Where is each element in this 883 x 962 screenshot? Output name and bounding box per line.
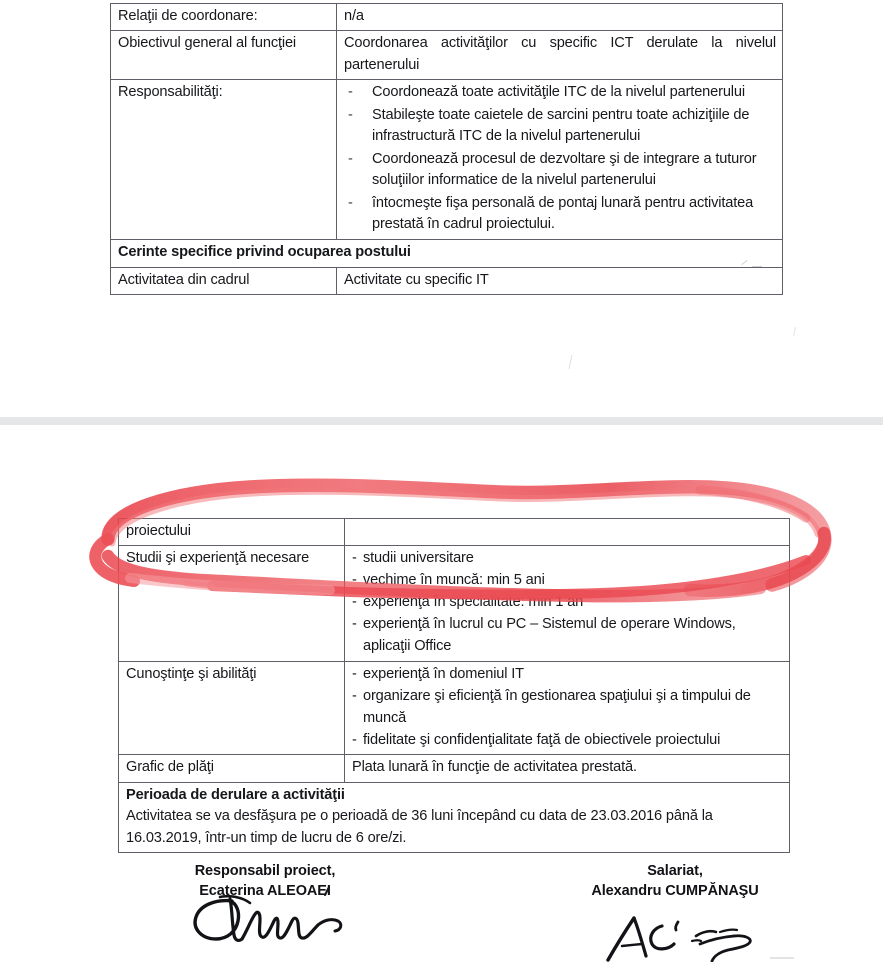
table-row <box>119 782 790 852</box>
list-item: - experienţă în domeniul IT <box>352 664 783 686</box>
section-heading-cerinte-specifice: Cerinte specifice privind ocuparea postului <box>111 240 783 267</box>
scan-artifact <box>793 327 796 336</box>
list-item-highlighted: - experienţa în specialitate: min 1 an <box>352 592 783 614</box>
row-label-grafic-de-plati: Grafic de plăţi <box>119 755 345 782</box>
signature-name-left: Ecaterina ALEOAEI <box>199 882 331 899</box>
scan-artifact <box>770 957 794 959</box>
row-label-studii-si-experienta: Studii şi experienţă necesare <box>119 546 345 661</box>
row-label-responsabilitati: Responsabilităţi: <box>111 80 337 240</box>
table-row <box>111 240 783 267</box>
list-item: - Coordonează toate activităţile ITC de la nivelul partenerului <box>344 82 776 103</box>
row-value-grafic-de-plati: Plata lunară în funcţie de activitatea prestată. <box>345 755 790 782</box>
table-row <box>119 519 790 546</box>
list-item: - fidelitate şi confidenţialitate faţă de obiectivele proiectului <box>352 730 783 752</box>
table-row <box>111 31 783 80</box>
cunostinte-list <box>352 664 783 752</box>
list-item: - Coordonează procesul de dezvoltare şi de integrare a tuturor soluţiilor informatice de la nivelul partenerului <box>344 149 776 192</box>
job-description-table-page-one <box>110 3 783 295</box>
table-row <box>119 546 790 661</box>
list-item: - întocmeşte fişa personală de pontaj lunară pentru activitatea prestată în cadrul proiectului. <box>344 193 776 236</box>
row-label-relatii-de-coordonare: Relaţii de coordonare: <box>111 4 337 31</box>
row-value-proiectului-continuation <box>345 519 790 546</box>
list-item: - vechime în muncă: min 5 ani <box>352 570 783 592</box>
list-item: - experienţă în lucrul cu PC – Sistemul de operare Windows, aplicaţii Office <box>352 614 783 658</box>
list-item: - Stabileşte toate caietele de sarcini pentru toate achiziţiile de infrastructură ITC de la nivelul partenerului <box>344 105 776 148</box>
scan-artifact <box>569 355 573 369</box>
page-separator-band <box>0 417 883 425</box>
section-heading-perioada: Perioada de derulare a activităţii <box>126 786 345 803</box>
signature-role-right: Salariat, <box>647 863 703 879</box>
row-value-studii-si-experienta <box>345 546 790 661</box>
row-value-cunostinte-si-abilitati <box>345 661 790 755</box>
table-row <box>111 80 783 240</box>
studii-list <box>352 548 783 657</box>
row-value-relatii-de-coordonare: n/a <box>337 4 783 31</box>
section-body-perioada: Activitatea se va desfăşura pe o perioadă de 36 luni începând cu data de 23.03.2016 până la 16.03.2019, într-un timp de lucru de 6 ore/zi. <box>126 808 713 846</box>
job-description-table-page-two <box>118 518 790 853</box>
table-row <box>119 755 790 782</box>
list-item: - studii universitare <box>352 548 783 570</box>
row-value-responsabilitati <box>337 80 783 240</box>
table-row <box>119 661 790 755</box>
signature-block-left <box>150 862 380 901</box>
row-label-cunostinte-si-abilitati: Cunoştinţe şi abilităţi <box>119 661 345 755</box>
responsabilitati-list <box>344 82 776 235</box>
row-label-activitatea-din-cadrul: Activitatea din cadrul <box>111 267 337 294</box>
table-row <box>111 4 783 31</box>
signature-role-left: Responsabil proiect, <box>194 863 336 879</box>
row-value-activitatea-din-cadrul: Activitate cu specific IT <box>337 267 783 294</box>
section-perioada-de-derulare <box>119 782 790 852</box>
row-label-proiectului-continuation: proiectului <box>119 519 345 546</box>
list-item: - organizare şi eficienţă în gestionarea spaţiului şi a timpului de muncă <box>352 686 783 730</box>
row-value-obiectivul-general: Coordonarea activităţilor cu specific ICT derulate la nivelul partenerului <box>337 31 783 80</box>
table-row <box>111 267 783 294</box>
row-label-obiectivul-general: Obiectivul general al funcţiei <box>111 31 337 80</box>
scan-artifact <box>752 266 762 267</box>
handwritten-signature-right <box>600 912 770 962</box>
signature-name-right: Alexandru CUMPĂNAŞU <box>591 882 759 899</box>
signature-block-right <box>530 862 820 901</box>
handwritten-signature-left <box>186 895 356 953</box>
